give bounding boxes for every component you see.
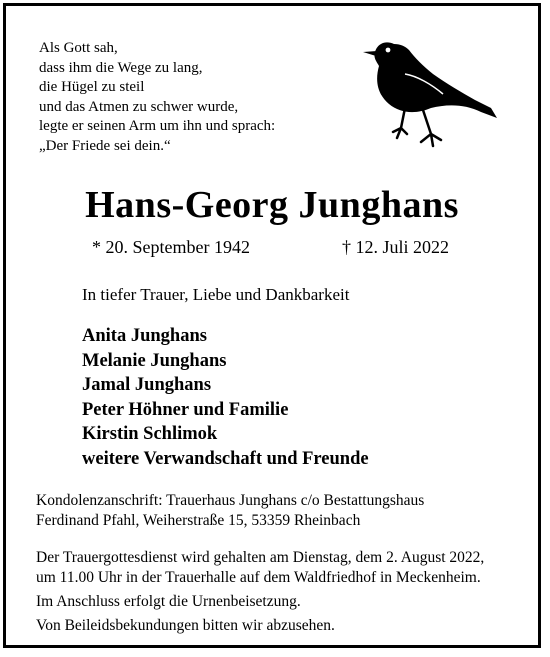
mourner: Jamal Junghans [82,375,212,396]
address-line: Kondolenzanschrift: Trauerhaus Junghans c/o Bestattungshaus [36,492,425,509]
poem-line: dass ihm die Wege zu lang, [39,59,203,76]
mourner: Peter Höhner und Familie [82,399,289,420]
mourner: Melanie Junghans [82,350,227,371]
mourner: Anita Junghans [82,326,207,346]
deceased-name: Hans-Georg Junghans [85,184,459,226]
service-line: Der Trauergottesdienst wird gehalten am Dienstag, dem 2. August 2022, [36,549,485,566]
poem-line: und das Atmen zu schwer wurde, [39,98,239,115]
service-line: um 11.00 Uhr in der Trauerhalle auf dem Waldfriedhof in Meckenheim. [36,569,481,586]
birth-date: * 20. September 1942 [92,237,250,257]
address-line: Ferdinand Pfahl, Weiherstraße 15, 53359 Rheinbach [36,512,361,529]
mourner: Kirstin Schlimok [82,424,218,445]
condolence-note: Von Beileidsbekundungen bitten wir abzusehen. [36,617,335,634]
poem-line: „Der Friede sei dein.“ [39,137,171,154]
mourners-list [82,324,369,472]
poem [39,39,275,157]
poem-line: legte er seinen Arm um ihn und sprach: [39,118,276,135]
poem-line: die Hügel zu steil [39,79,145,96]
service-notes [36,548,484,636]
death-date: † 12. Juli 2022 [342,237,450,257]
poem-line: Als Gott sah, [39,40,118,56]
obituary-notice [3,3,541,648]
bird-icon [361,28,503,152]
mourning-intro: In tiefer Trauer, Liebe und Dankbarkeit [82,285,350,304]
burial-note: Im Anschluss erfolgt die Urnenbeisetzung. [36,593,301,610]
mourner: weitere Verwandschaft und Freunde [82,448,369,469]
condolence-address [36,491,424,531]
